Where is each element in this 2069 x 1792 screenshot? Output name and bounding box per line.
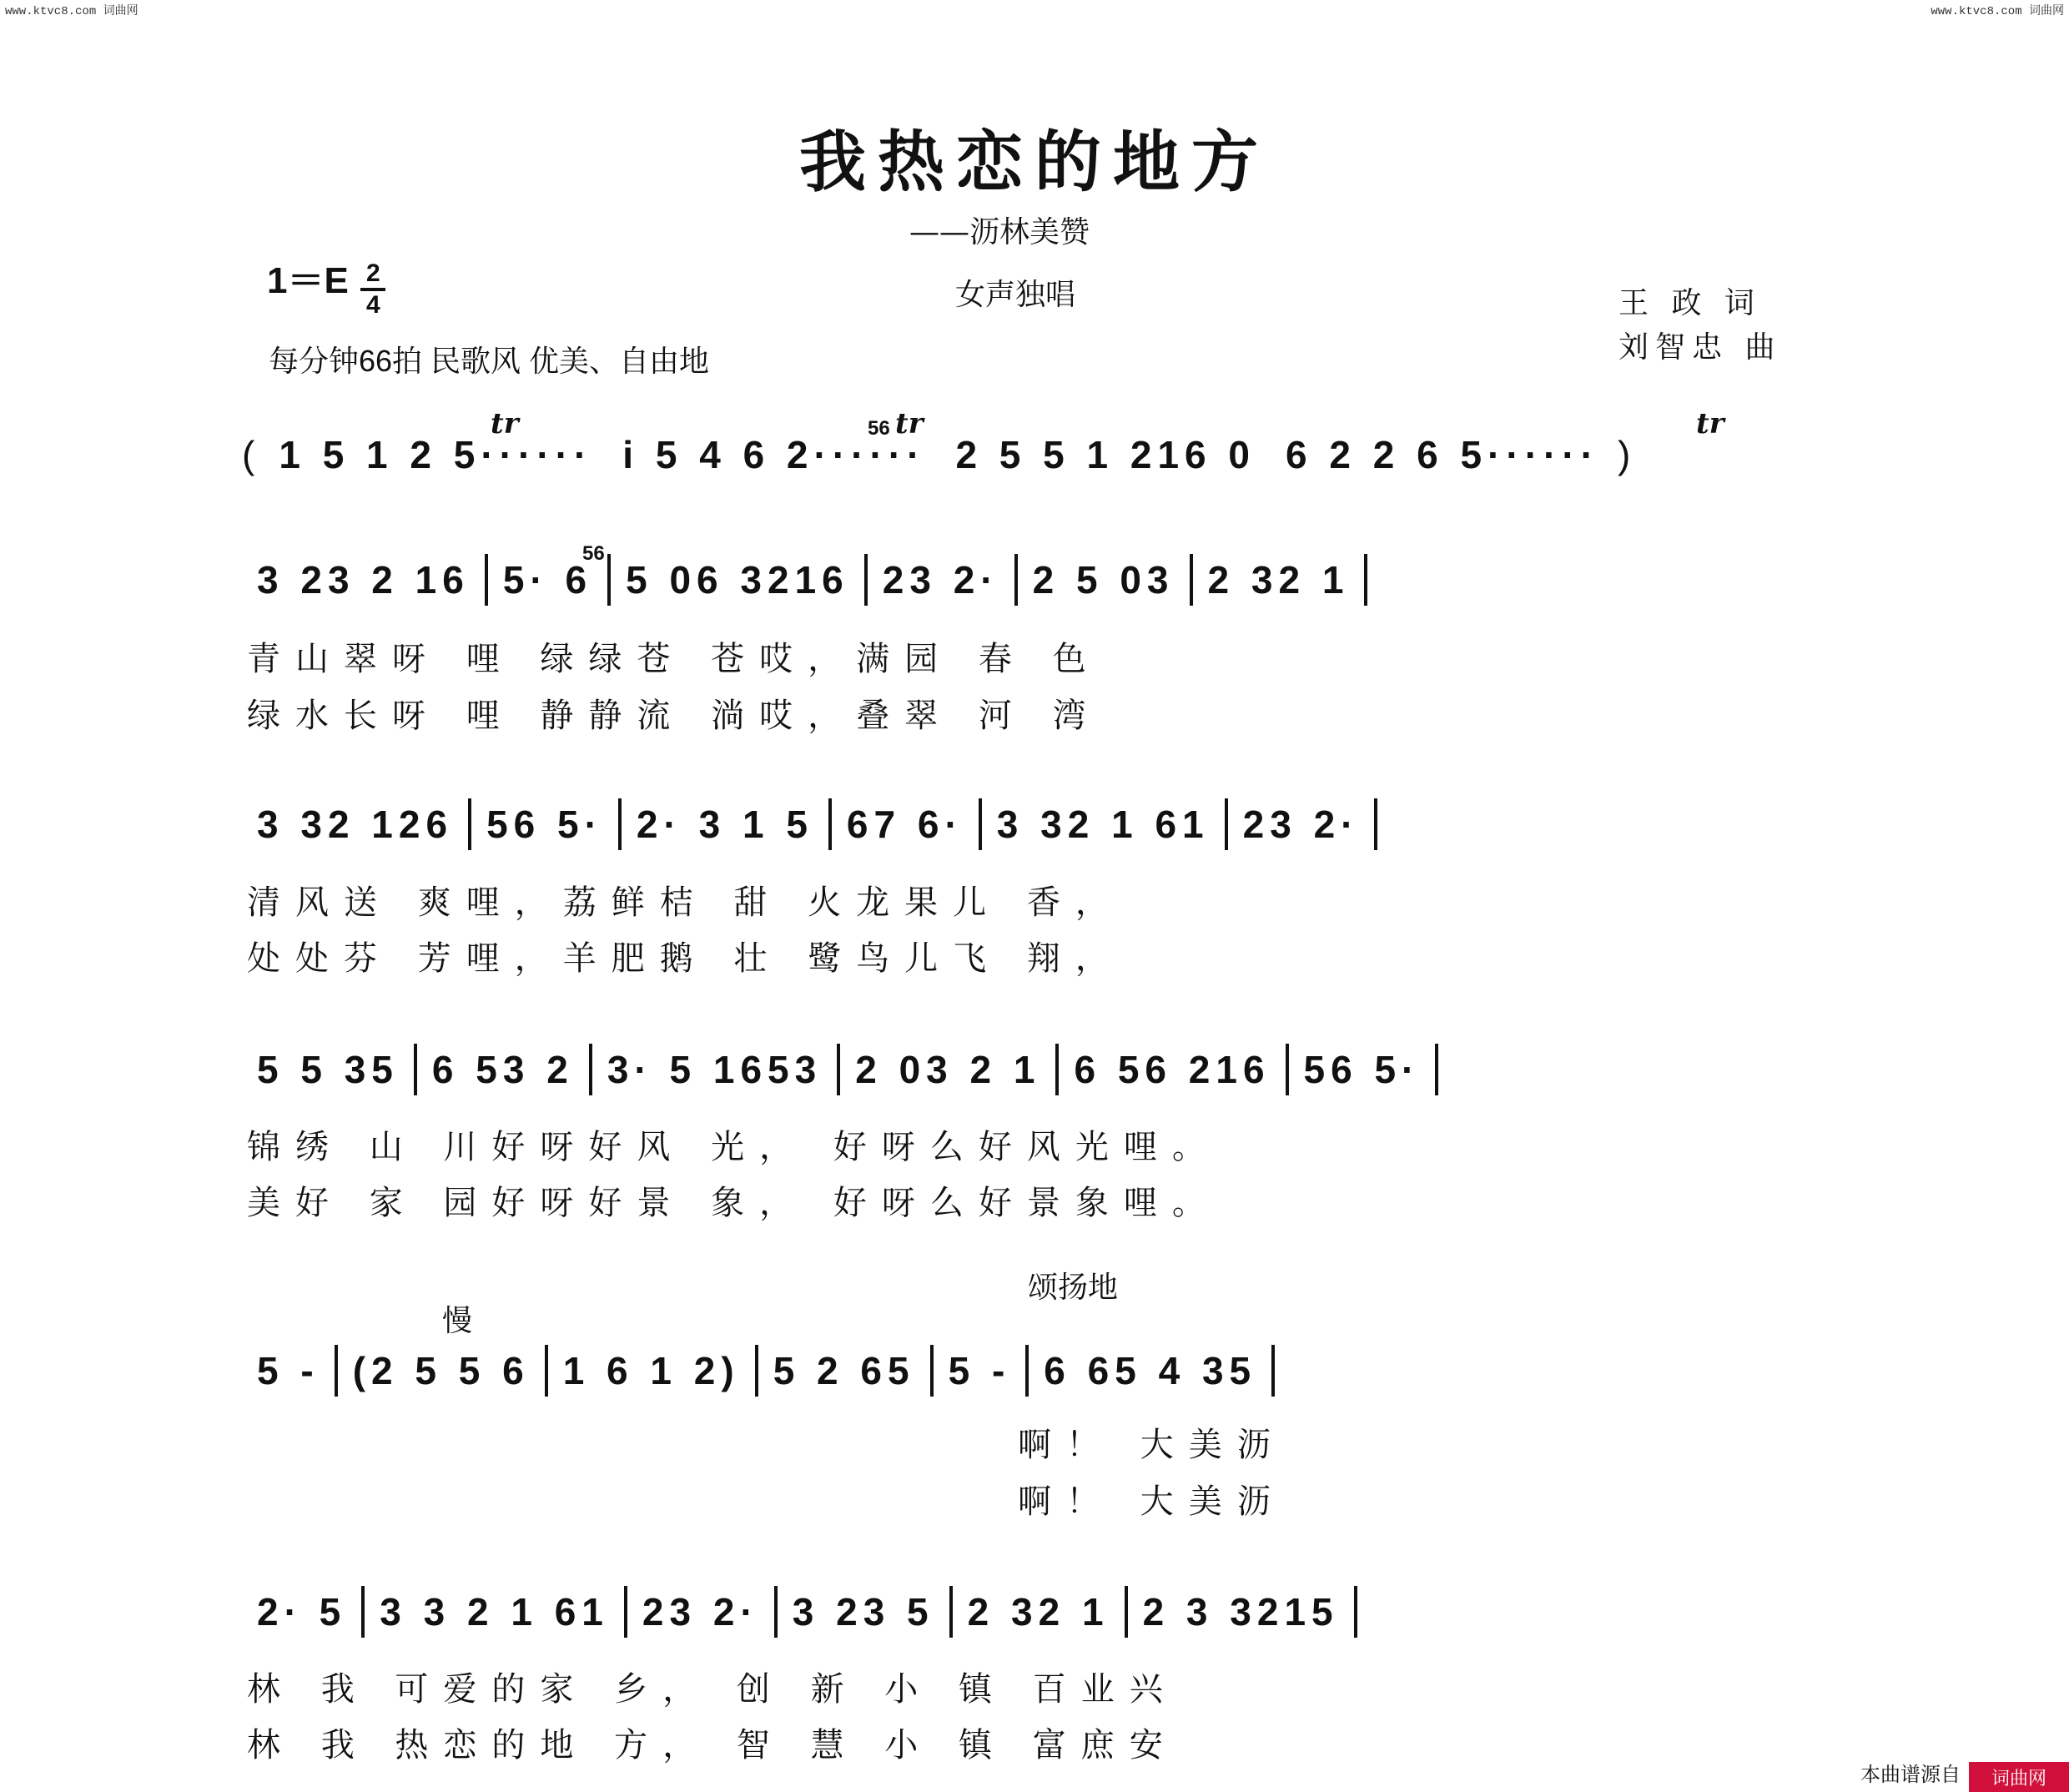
expression-mark: 颂扬地: [1028, 1270, 1119, 1304]
measure: 6 56 216: [1059, 1044, 1288, 1095]
measure: 5 5 35: [242, 1044, 417, 1095]
measure: 2 3 3215: [1128, 1586, 1357, 1638]
measure: 2 03 2 1: [840, 1044, 1059, 1095]
lyricist-credit: 王 政 词: [1618, 286, 1761, 320]
watermark-right: www.ktvc8.com 词曲网: [1931, 5, 2064, 18]
measure: 56 5·: [1289, 1044, 1439, 1095]
measure: 5 -: [242, 1345, 338, 1397]
grace-note-intro: 56: [868, 417, 890, 440]
measure: 3 32 1 61: [982, 798, 1228, 850]
tempo-mark-slow: 慢: [442, 1303, 473, 1337]
measure: 2 32 1: [1193, 554, 1368, 606]
measure: 23 2·: [868, 554, 1018, 606]
composer-credit: 刘智忠 曲: [1618, 330, 1782, 365]
lyrics-verse2-line1: 绿水长呀 哩 静静流 淌哎，叠翠 河 湾: [247, 697, 1101, 735]
lyrics-verse2-line5: 林 我 热恋的地 方， 智 慧 小 镇 富庶安: [247, 1726, 1178, 1764]
measure: 67 6·: [832, 798, 982, 850]
footer-brand-label: 词曲网: [1991, 1767, 2046, 1789]
measure: 2· 3 1 5: [622, 798, 832, 850]
lyrics-verse1-line1: 青山翠呀 哩 绿绿苍 苍哎，满园 春 色: [247, 640, 1101, 678]
meter-top: 2: [365, 259, 380, 287]
measure: 3 32 126: [242, 798, 471, 850]
grace-note-system1: 56: [582, 542, 605, 565]
notation-system-2: [242, 795, 1827, 855]
measure: 5 -: [934, 1345, 1029, 1397]
lyrics-verse2-line3: 美好 家 园好呀好景 象， 好呀么好景象哩。: [247, 1184, 1221, 1222]
intro-close-paren: ): [1617, 433, 1637, 476]
measure: (2 5 5 6: [338, 1345, 548, 1397]
notation-system-3: [242, 1040, 1827, 1100]
intro-line: [239, 425, 1824, 486]
trill-mark-2: tr: [895, 407, 924, 440]
measure: 2 32 1: [953, 1586, 1128, 1638]
intro-bar: 6 2 2 6 5······: [1286, 433, 1599, 476]
measure: 5· 6: [488, 554, 611, 606]
tempo-instruction: 每分钟66拍 民歌风 优美、自由地: [269, 344, 710, 378]
notation-system-5: [242, 1583, 1827, 1643]
song-subtitle: ——沥林美赞: [909, 215, 1090, 249]
performance-type: 女声独唱: [955, 278, 1076, 312]
measure: 3 3 2 1 61: [365, 1586, 627, 1638]
lyrics-verse1-line4: 啊！ 大美沥: [1018, 1426, 1286, 1464]
measure: 3 23 5: [778, 1586, 953, 1638]
footer-source: 本曲谱源自: [1860, 1764, 1961, 1786]
measure: 2· 5: [242, 1586, 365, 1638]
intro-bar: 2 5 5 1 216 0: [955, 433, 1256, 476]
key-label: 1＝E: [267, 260, 349, 301]
footer-brand-link[interactable]: [1969, 1762, 2069, 1792]
measure: 3· 5 1653: [592, 1044, 840, 1095]
song-title: 我热恋的地方: [799, 123, 1270, 201]
notation-system-4: [242, 1341, 1827, 1402]
intro-bar: 1 5 1 2 5······: [279, 433, 593, 476]
measure: 23 2·: [1228, 798, 1378, 850]
lyrics-verse1-line3: 锦绣 山 川好呀好风 光， 好呀么好风光哩。: [247, 1128, 1221, 1166]
measure: 1 6 1 2): [548, 1345, 758, 1397]
time-signature: [360, 261, 385, 318]
meter-bottom: 4: [365, 290, 380, 319]
lyrics-verse2-line2: 处处芬 芳哩，羊肥鹅 壮 鹭鸟儿飞 翔，: [247, 939, 1124, 978]
intro-open-paren: (: [242, 433, 261, 476]
measure: 6 65 4 35: [1029, 1345, 1275, 1397]
lyrics-verse1-line2: 清风送 爽哩，荔鲜桔 甜 火龙果儿 香，: [247, 883, 1124, 922]
lyrics-verse1-line5: 林 我 可爱的家 乡， 创 新 小 镇 百业兴: [247, 1670, 1178, 1709]
measure: 5 2 65: [758, 1345, 934, 1397]
measure: 2 5 03: [1018, 554, 1193, 606]
measure: 56 5·: [471, 798, 622, 850]
intro-bar: i 5 4 6 2······: [622, 433, 926, 476]
key-signature: [267, 250, 385, 318]
measure: 6 53 2: [417, 1044, 592, 1095]
measure: 3 23 2 16: [242, 554, 488, 606]
trill-mark-1: tr: [491, 407, 519, 440]
measure: 5 06 3216: [611, 554, 868, 606]
measure: 23 2·: [627, 1586, 778, 1638]
lyrics-verse2-line4: 啊！ 大美沥: [1018, 1482, 1286, 1521]
notation-system-1: [242, 551, 1827, 611]
trill-mark-3: tr: [1696, 407, 1724, 440]
watermark-left: www.ktvc8.com 词曲网: [5, 5, 138, 18]
